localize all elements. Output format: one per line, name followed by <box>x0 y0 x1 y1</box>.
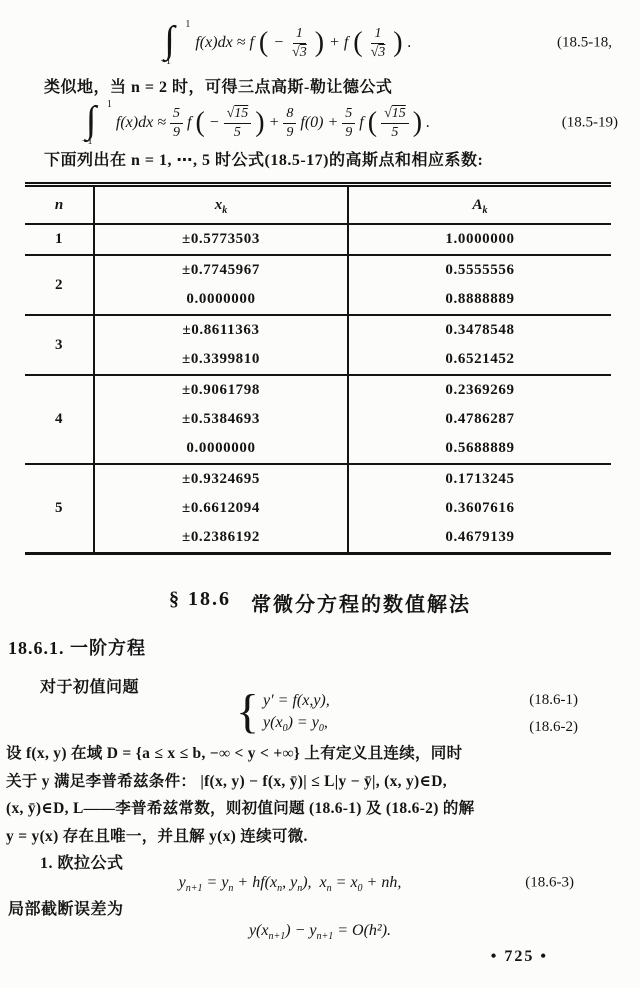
cell-n: 3 <box>25 315 94 375</box>
table-row <box>25 375 611 405</box>
cell-n: 2 <box>25 255 94 315</box>
table-row <box>25 464 611 494</box>
paragraph-block <box>6 740 636 850</box>
left-brace: { <box>236 685 260 738</box>
cell-ak: 0.1713245 <box>348 464 611 494</box>
fraction-numerator: 1 <box>293 25 306 44</box>
table-row <box>25 494 611 523</box>
fraction <box>224 105 252 141</box>
table-row <box>25 523 611 554</box>
section-number: § 18.6 <box>169 588 231 610</box>
fraction-denominator: 9 <box>286 124 294 140</box>
integral-lower-limit: −1 <box>81 136 93 147</box>
close-paren: ) <box>314 27 325 58</box>
plus-sign: + f <box>329 34 349 51</box>
cell-xk: ±0.7745967 <box>94 255 348 285</box>
integral-upper-limit: 1 <box>185 19 191 30</box>
math-text: f(0) <box>300 114 324 131</box>
fraction-numerator: 5 <box>342 105 355 124</box>
fraction-numerator: 1 <box>371 25 384 44</box>
integral-symbol <box>158 20 190 66</box>
cell-xk: ±0.3399810 <box>94 345 348 375</box>
minus-sign: − <box>273 34 285 51</box>
math-text: $y_{n+1} = y_n + hf(x_n$, $y_n$), $x_n = x_0$ + nh, <box>178 874 402 895</box>
cell-ak: 0.3478548 <box>348 315 611 345</box>
gauss-table-body <box>25 224 611 554</box>
equation-tag: (18.5-18, <box>557 34 612 51</box>
equation-18-6-3 <box>0 868 640 898</box>
cell-xk: ±0.8611363 <box>94 315 348 345</box>
period: . <box>426 114 431 131</box>
math-text: f <box>359 114 364 131</box>
fraction-numerator: 8 <box>283 105 296 124</box>
open-paren: ( <box>367 107 378 138</box>
radicand: 15 <box>234 106 249 121</box>
cell-n: 5 <box>25 464 94 554</box>
cell-ak: 0.3607616 <box>445 500 515 516</box>
sqrt-sign: √ <box>292 44 300 60</box>
equation-18-6-1: y′ = f(x,y), <box>263 692 330 709</box>
equation-body <box>248 922 392 943</box>
equation-body <box>178 874 462 895</box>
section-heading <box>0 588 640 617</box>
fraction <box>342 105 355 141</box>
equation-tag: (18.6-3) <box>525 874 574 891</box>
sqrt-sign: √ <box>226 106 235 121</box>
equation-body <box>80 100 560 146</box>
math-text: f(x)dx ≈ <box>115 114 166 131</box>
fraction-denominator <box>289 44 310 62</box>
fraction-denominator: 5 <box>391 124 399 140</box>
integral-upper-limit: 1 <box>106 99 112 110</box>
fraction <box>283 105 296 141</box>
gauss-points-table <box>25 182 611 555</box>
table-row <box>25 224 611 255</box>
cell-xk: ±0.2386192 <box>94 523 348 554</box>
sqrt-sign: √ <box>384 106 392 121</box>
cell-ak: 0.4679139 <box>445 529 515 545</box>
equation-body <box>158 20 481 66</box>
cell-xk: ±0.9061798 <box>94 375 348 405</box>
paragraph-line: 设 f(x, y) 在域 D = {a ≤ x ≤ b, −∞ < y < +∞} 上有定义且连续，同时 <box>6 745 463 762</box>
cell-ak: 0.2369269 <box>348 375 611 405</box>
close-paren: ) <box>255 107 265 138</box>
table-row <box>25 405 611 434</box>
cell-xk: ±0.9324695 <box>94 464 348 494</box>
fraction-numerator: 5 <box>170 105 183 124</box>
table-header <box>25 185 611 225</box>
minus-sign: − <box>208 114 220 131</box>
plus-sign: + <box>268 114 280 131</box>
cell-ak: 0.6521452 <box>445 351 515 367</box>
cell-ak: 1.0000000 <box>348 224 611 255</box>
plus-sign: + <box>327 114 339 131</box>
equation-truncation-error <box>0 918 640 944</box>
table-row <box>25 255 611 285</box>
fraction-denominator <box>368 44 389 62</box>
subsection-heading: 18.6.1. 一阶方程 <box>8 638 146 658</box>
equation-tag: (18.6-2) <box>529 719 578 735</box>
table-row <box>25 434 611 464</box>
fraction <box>368 25 389 61</box>
radicand: 3 <box>378 44 386 60</box>
section-title: 常微分方程的数值解法 <box>251 594 471 616</box>
cell-xk: ±0.5384693 <box>94 405 348 434</box>
cell-ak: 0.8888889 <box>445 291 515 307</box>
equation-tag: (18.6-1) <box>529 692 578 708</box>
fraction-denominator: 9 <box>173 124 180 140</box>
table-header-row <box>25 185 611 225</box>
radicand: 3 <box>299 44 307 60</box>
column-header-ak: $A_k$ <box>348 185 611 225</box>
integral-lower-limit: −1 <box>160 56 171 67</box>
cell-xk: ±0.5773503 <box>94 224 348 255</box>
paragraph-line: y = y(x) 存在且唯一，并且解 y(x) 连续可微. <box>6 827 308 845</box>
paragraph: 类似地，当 n = 2 时，可得三点高斯-勒让德公式 <box>44 79 393 96</box>
cell-n: 1 <box>25 224 94 255</box>
period: . <box>407 34 412 51</box>
integral-sign: ∫ <box>164 19 175 61</box>
paragraph: 下面列出在 n = 1, ⋯, 5 时公式(18.5-17)的高斯点和相应系数: <box>44 152 484 169</box>
equation-18-5-18 <box>0 14 640 72</box>
open-paren: ( <box>258 27 269 58</box>
list-item-euler: 1. 欧拉公式 <box>40 855 124 872</box>
integral-sign: ∫ <box>85 99 97 141</box>
cell-xk: 0.0000000 <box>94 285 348 315</box>
fraction-denominator: 5 <box>233 124 241 140</box>
fraction <box>170 105 183 141</box>
open-paren: ( <box>353 27 363 58</box>
paragraph-line: (x, ȳ)∈D, L——李普希兹常数，则初值问题 (18.6-1) 及 (18.6-2) 的解 <box>6 800 475 817</box>
fraction <box>381 105 409 141</box>
close-paren: ) <box>412 107 423 138</box>
column-header-xk: $x_k$ <box>94 185 348 225</box>
equation-system <box>236 685 330 738</box>
math-text: f <box>187 114 192 131</box>
sqrt-sign: √ <box>370 44 379 60</box>
cell-ak: 0.5555556 <box>348 255 611 285</box>
column-header-n: n <box>25 185 94 225</box>
cell-xk: ±0.6612094 <box>94 494 348 523</box>
table-row <box>25 315 611 345</box>
radicand: 15 <box>391 106 406 121</box>
equation-18-6-2: $y(x_0) = y_0$, <box>263 714 328 735</box>
integral-symbol <box>80 100 112 146</box>
cell-n: 4 <box>25 375 94 464</box>
equation-tag: (18.5-19) <box>561 114 618 131</box>
cell-ak: 0.5688889 <box>445 440 515 456</box>
paragraph-line: 关于 y 满足李普希兹条件： |f(x, y) − f(x, ȳ)| ≤ L|y − ȳ|, (x, y)∈D, <box>6 772 447 790</box>
page-number: • 725 • <box>490 948 548 965</box>
fraction-denominator: 9 <box>345 124 353 140</box>
cell-ak: 0.4786287 <box>445 411 515 427</box>
system-lines <box>263 692 330 735</box>
fraction-numerator <box>381 105 409 124</box>
paragraph: 对于初值问题 <box>40 679 140 696</box>
table-row <box>25 285 611 315</box>
equation-18-5-19 <box>0 94 640 152</box>
open-paren: ( <box>195 107 205 138</box>
cell-xk: 0.0000000 <box>94 434 348 464</box>
paragraph: 局部截断误差为 <box>8 901 124 918</box>
math-text: f(x)dx ≈ f <box>195 34 254 51</box>
math-text: $y(x_{n+1}) - y_{n+1} = O(h^2)$. <box>248 922 392 943</box>
fraction-numerator <box>224 105 252 124</box>
table-row <box>25 345 611 375</box>
close-paren: ) <box>393 27 403 58</box>
fraction <box>289 25 310 61</box>
